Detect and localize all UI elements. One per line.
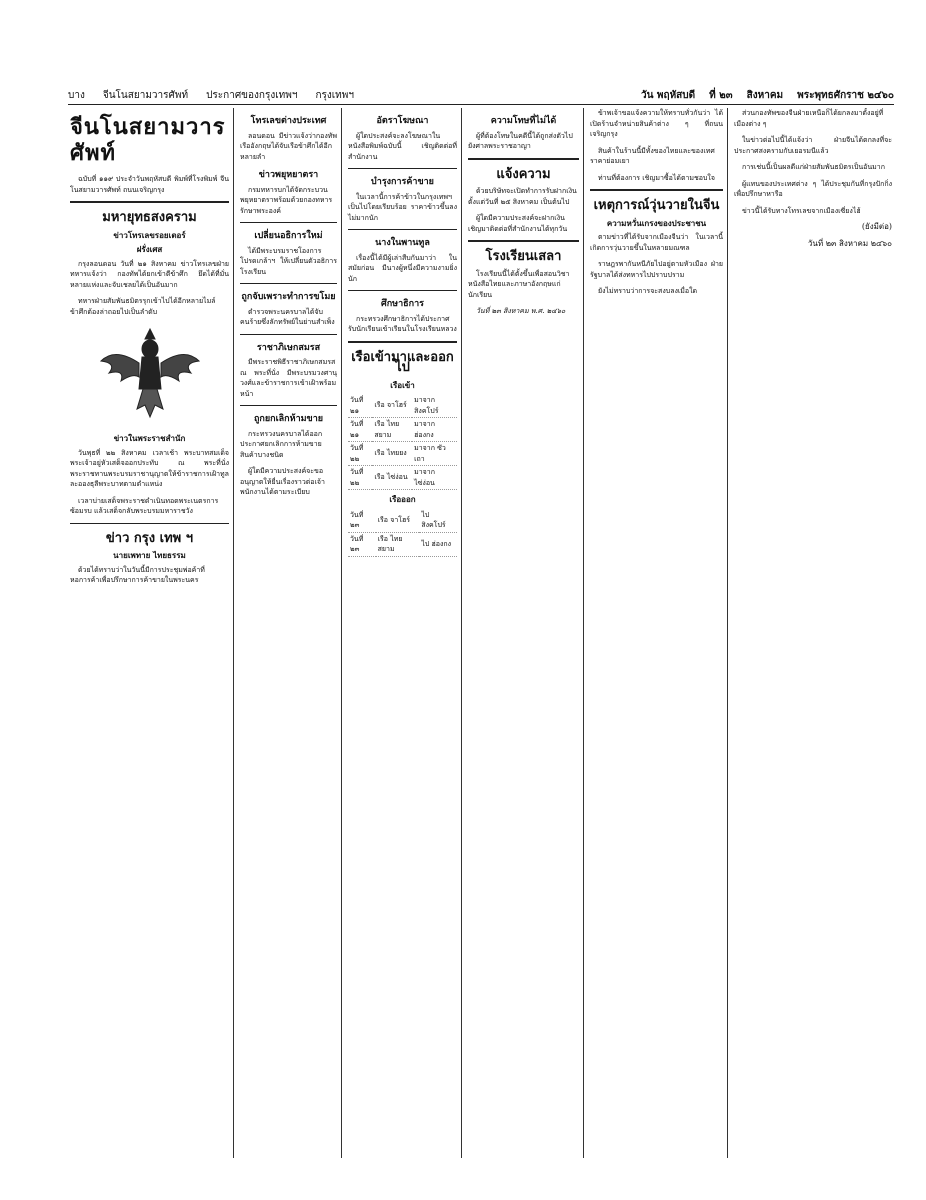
article-text: กรมทหารบกได้จัดกระบวนพยุหยาตราพร้อมด้วยกองทหารรักษาพระองค์ (240, 185, 333, 215)
divider (348, 229, 457, 230)
table-cell: วันที่ ๒๑ (348, 394, 372, 418)
section-heading: ถูกยกเลิกห้ามขาย (253, 414, 324, 424)
article-text: เรื่องนี้ได้มีผู้เล่าสืบกันมาว่า ในสมัยก่อน มีนางผู้หนึ่งมีความงามยิ่งนัก (348, 253, 457, 283)
ships-out-label: เรือออก (389, 494, 416, 504)
ships-in-table (348, 394, 457, 490)
section-heading: ความโทษที่ไม่ได้ (490, 116, 557, 126)
garuda-emblem (95, 327, 205, 423)
table-cell: มาจาก ฮ่องกง (412, 418, 457, 442)
article-text: กระทรวงศึกษาธิการได้ประกาศรับนักเรียนเข้าเรียนในโรงเรียนหลวง (348, 314, 457, 333)
table-cell: เรือ ไทยสยาม (372, 418, 412, 442)
divider (348, 168, 457, 169)
date-label: ที่ ๒๓ (709, 89, 733, 101)
article-text: ผู้ใดมีความประสงค์จะขออนุญาตให้ยื่นเรื่องราวต่อเจ้าพนักงานได้ตามระเบียบ (240, 467, 325, 496)
article-text: ตามข่าวที่ได้รับจากเมืองจีนว่า ในเวลานี้เกิดการวุ่นวายขึ้นในหลายมณฑล (590, 233, 723, 252)
war-headline: มหายุทธสงคราม (102, 210, 197, 225)
ships-in-label: เรือเข้า (390, 379, 415, 390)
byline: ข่าวโทรเลขรอยเตอร์ (113, 229, 186, 240)
table-cell: วันที่ ๒๒ (348, 466, 372, 490)
article-text: ราษฎรพากันหนีภัยไปอยู่ตามหัวเมือง ฝ่ายรัฐบาลได้ส่งทหารไปปราบปราม (590, 260, 723, 279)
page-number: บาง (68, 89, 85, 101)
divider (348, 290, 457, 291)
divider (70, 523, 229, 524)
section-heading: ข่าวพยุหยาตรา (258, 170, 319, 180)
article-text: ได้มีพระบรมราชโองการโปรดเกล้าฯ ให้เปลี่ยนตัวอธิการโรงเรียน (240, 246, 337, 276)
table-cell: วันที่ ๒๓ (348, 532, 376, 556)
table-cell: ไป ฮ่องกง (419, 532, 457, 556)
emblem-caption: ข่าวในพระราชสำนัก (113, 433, 186, 443)
article-text: ลอนดอน มีข่าวแจ้งว่ากองทัพเรืออังกฤษได้จับเรือข้าศึกได้อีกหลายลำ (240, 131, 337, 161)
school-heading: โรงเรียนเสลา (485, 249, 562, 264)
table-cell: เรือ จาโฮร์ (376, 509, 420, 533)
section-heading: โทรเลขต่างประเทศ (250, 116, 327, 126)
column-1 (66, 108, 234, 1158)
date-line (641, 88, 894, 103)
article-text: ทหารฝ่ายสัมพันธมิตรรุกเข้าไปได้อีกหลายไมล์ ข้าศึกต้องล่าถอยไปเป็นลำดับ (70, 297, 216, 316)
article-text: ด้วยได้ทราบว่าในวันนี้มีการประชุมพ่อค้าที่หอการค้าเพื่อปรึกษาการค้าขายในพระนคร (70, 565, 205, 584)
news-head: ข่าว กรุง เทพ ฯ (105, 530, 194, 546)
table-cell: เรือ ไทยสยาม (376, 532, 420, 556)
article-text: สินค้าในร้านนี้มีทั้งของไทยและของเทศ ราคาย่อมเยา (590, 146, 715, 165)
article-text: ผู้ใดมีความประสงค์จะฝากเงิน เชิญมาติดต่อที่สำนักงานได้ทุกวัน (468, 214, 568, 233)
divider (468, 240, 579, 242)
article-text: ข้าพเจ้าขอแจ้งความให้ทราบทั่วกันว่า ได้เปิดร้านจำหน่ายสินค้าต่าง ๆ ที่ถนนเจริญกรุง (590, 109, 723, 138)
table-cell: ไป สิงคโปร์ (419, 509, 457, 533)
notice-heading: แจ้งความ (496, 166, 551, 182)
date-stamp: วันที่ ๒๓ สิงหาคม ๒๔๖๐ (807, 238, 892, 248)
masthead (68, 86, 894, 105)
intro-text: ฉบับที่ ๑๑๙ ประจำวันพฤหัสบดี พิมพ์ที่โรงพิมพ์ จีนโนสยามวารศัพท์ ถนนเจริญกรุง (70, 175, 229, 194)
table-row (348, 466, 457, 490)
garuda-icon (95, 327, 205, 423)
section-heading: ศึกษาธิการ (381, 299, 424, 309)
table-cell: เรือ จาโฮร์ (372, 394, 412, 418)
table-row (348, 418, 457, 442)
section-heading: บำรุงการค้าขาย (371, 177, 434, 187)
table-cell: เรือ ไทยยง (372, 442, 412, 466)
divider (590, 189, 723, 191)
table-row (348, 532, 457, 556)
article-text: ข่าวนี้ได้รับทางโทรเลขจากเมืองเซี่ยงไฮ้ (742, 206, 861, 215)
divider (240, 222, 337, 223)
paper-name: จีนโนสยามวารศัพท์ (102, 89, 189, 101)
divider (240, 405, 337, 406)
article-text: ผู้ใดประสงค์จะลงโฆษณาในหนังสือพิมพ์ฉบับนี้ เชิญติดต่อที่สำนักงาน (348, 131, 457, 161)
article-text: ส่วนกองทัพของจีนฝ่ายเหนือก็ได้ยกลงมาตั้งอยู่ที่เมืองต่าง ๆ (734, 109, 884, 128)
article-text: โรงเรียนนี้ได้ตั้งขึ้นเพื่อสอนวิชาหนังสือไทยและภาษาอังกฤษแก่นักเรียน (468, 269, 570, 299)
section-heading: ถูกจับเพราะทำการขโมย (241, 292, 336, 302)
divider (70, 201, 229, 203)
section-label: ประกาศของกรุงเทพฯ (206, 89, 298, 101)
china-heading: เหตุการณ์วุ่นวายในจีน (593, 198, 720, 213)
divider (348, 341, 457, 343)
divider (468, 158, 579, 160)
date-note: วันที่ ๒๓ สิงหาคม พ.ศ. ๒๔๖๐ (476, 307, 566, 315)
table-cell: มาจาก ไซ่ง่อน (412, 466, 457, 490)
article-text: ผู้ที่ต้องโทษในคดีนี้ได้ถูกส่งตัวไปยังศาลพระราชอาญา (468, 131, 573, 150)
article-text: ตำรวจพระนครบาลได้จับคนร้ายซึ่งลักทรัพย์ในย่านสำเพ็ง (240, 307, 335, 326)
china-subheading: ความหวั่นเกรงของประชาชน (606, 217, 707, 228)
news-sub: นายเพทาย ไทยธรรม (113, 550, 186, 560)
table-row (348, 394, 457, 418)
table-cell: วันที่ ๒๑ (348, 418, 372, 442)
column-4 (464, 108, 584, 1158)
article-text: ด้วยบริษัทจะเปิดทำการรับฝากเงินตั้งแต่วันที่ ๒๕ สิงหาคม เป็นต้นไป (468, 187, 577, 206)
month-label: สิงหาคม (746, 89, 784, 101)
table-row (348, 442, 457, 466)
section-heading: นางในพานทูล (375, 238, 430, 248)
column-6 (730, 108, 896, 1158)
table-row (348, 509, 457, 533)
subline: ฝรั่งเศส (136, 244, 163, 254)
column-3 (344, 108, 462, 1158)
article-text: ท่านที่ต้องการ เชิญมาซื้อได้ตามชอบใจ (598, 173, 715, 182)
article-text: กรุงลอนดอน วันที่ ๒๑ สิงหาคม ข่าวโทรเลขฝ่ายทหารแจ้งว่า กองทัพได้ยกเข้าตีข้าศึก ยึดได้ที่มั่นหลายแห่งและจับเชลยได้เป็นอันมาก (70, 259, 229, 289)
section-heading: ราชาภิเษกสมรส (256, 342, 321, 353)
article-text: มีพระราชพิธีราชาภิเษกสมรส ณ พระที่นั่ง มีพระบรมวงศานุวงศ์และข้าราชการเข้าเฝ้าพร้อมหน้า (240, 358, 337, 398)
article-text: ในข่าวต่อไปนี้ได้แจ้งว่า ฝ่ายจีนได้ตกลงที่จะประกาศสงครามกับเยอรมนีแล้ว (734, 136, 892, 155)
column-5 (586, 108, 728, 1158)
table-cell: เรือ ไซ่ง่อน (372, 466, 412, 490)
article-text: เวลาบ่ายเสด็จพระราชดำเนินทอดพระเนตรการซ้อมรบ แล้วเสด็จกลับพระบรมมหาราชวัง (70, 496, 219, 515)
day-label: วัน พฤหัสบดี (640, 89, 696, 101)
year-label: พระพุทธศักราช ๒๔๖๐ (797, 89, 894, 101)
column-2 (236, 108, 342, 1158)
article-text: วันพุธที่ ๒๒ สิงหาคม เวลาเช้า พระบาทสมเด็จพระเจ้าอยู่หัวเสด็จออกประทับ ณ พระที่นั่ง พระราชทานพระบรมราชานุญาตให้ข้าราชการเฝ้าทูลละอองธุลีพระบาทตามตำแหน่ง (70, 448, 229, 488)
table-cell: วันที่ ๒๒ (348, 442, 372, 466)
article-text: ยังไม่ทราบว่าการจะสงบลงเมื่อใด (598, 287, 698, 295)
columns (66, 108, 896, 1158)
issue-label: กรุงเทพฯ (315, 89, 354, 101)
article-text: ผู้แทนของประเทศต่าง ๆ ได้ประชุมกันที่กรุงปักกิ่งเพื่อปรึกษาหารือ (734, 179, 892, 198)
table-cell: มาจาก ซัวเถา (412, 442, 457, 466)
ships-out-table (348, 509, 457, 557)
section-heading: อัตราโฆษณา (376, 116, 429, 126)
article-text: ในเวลานี้การค้าข้าวในกรุงเทพฯ เป็นไปโดยเรียบร้อย ราคาข้าวขึ้นลงไม่มากนัก (348, 192, 457, 222)
shipping-heading: เรือเข้ามาและออกไป (351, 349, 454, 375)
divider (240, 334, 337, 335)
divider (240, 283, 337, 284)
continued-mark: (ยังมีต่อ) (861, 222, 892, 231)
table-cell: วันที่ ๒๓ (348, 509, 376, 533)
article-text: กระทรวงนครบาลได้ออกประกาศยกเลิกการห้ามขายสินค้าบางชนิด (240, 429, 323, 459)
table-cell: มาจาก สิงคโปร์ (412, 394, 457, 418)
paper-title: จีนโนสยามวารศัพท์ (70, 114, 226, 166)
section-heading: เปลี่ยนอธิการใหม่ (254, 231, 323, 241)
article-text: การเช่นนี้เป็นผลดีแก่ฝ่ายสัมพันธมิตรเป็นอันมาก (742, 163, 885, 171)
